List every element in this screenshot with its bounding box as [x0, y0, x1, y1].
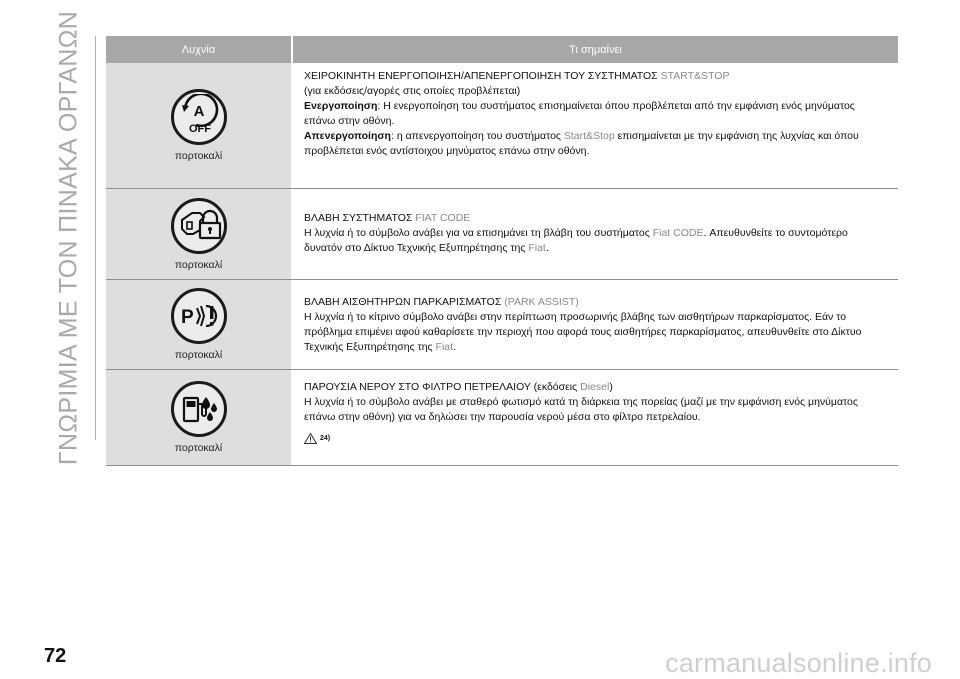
table-row — [106, 370, 898, 466]
table-row — [106, 280, 898, 370]
warning-reference: 24) — [304, 431, 888, 446]
row-title: ΒΛΑΒΗ ΑΙΣΘΗΤΗΡΩΝ ΠΑΡΚΑΡΙΣΜΑΤΟΣ — [304, 296, 505, 308]
side-divider — [95, 36, 96, 440]
section-side-title: ΓΝΩΡΙΜΙΑ ΜΕ ΤΟΝ ΠΙΝΑΚΑ ΟΡΓΑΝΩΝ — [54, 10, 83, 466]
table-row — [106, 189, 898, 280]
svg-text:A: A — [193, 103, 204, 120]
table-header — [106, 36, 898, 63]
icon-cell — [106, 63, 293, 188]
icon-cell — [106, 280, 293, 369]
svg-text:P: P — [180, 307, 194, 328]
page-number: 72 — [44, 645, 67, 667]
warning-triangle-icon — [304, 433, 317, 444]
meaning-cell: ΒΛΑΒΗ ΣΥΣΤΗΜΑΤΟΣ FIAT CODE Η λυχνία ή το σύμβολο ανάβει για να επισημάνει τη βλάβη του συστήματος Fiat CODE. Απευθυνθείτε το συντομότερο δυνατόν στο Δίκτυο Τεχνικής Εξυπηρέτησης της Fiat. — [304, 212, 848, 254]
lamp-color-label: πορτοκαλί — [174, 258, 223, 271]
header-meaning: Τι σημαίνει — [291, 36, 898, 63]
start-stop-off-icon — [171, 89, 227, 145]
row-subtitle: (για εκδόσεις/αγορές στις οποίες προβλέπεται) — [304, 85, 521, 97]
svg-text:OFF: OFF — [188, 123, 211, 135]
table-row — [106, 63, 898, 189]
water-in-fuel-filter-icon — [171, 381, 227, 437]
meaning-cell: ΠΑΡΟΥΣΙΑ ΝΕΡΟΥ ΣΤΟ ΦΙΛΤΡΟ ΠΕΤΡΕΛΑΙΟΥ (εκδόσεις Diesel) Η λυχνία ή το σύμβολο ανάβει με σταθερό φωτισμό κατά τη διάρκεια της πορείας (μαζί με την εμφάνιση ενός μηνύματος επάνω στην οθόνη) για να δηλώσει την παρουσία νερού μέσα στο φίλτρο πετρελαίου. 24) — [293, 370, 898, 465]
header-lamp: Λυχνία — [181, 43, 216, 56]
warning-lights-table — [106, 36, 898, 466]
lamp-color-label: πορτοκαλί — [174, 349, 223, 361]
fiat-code-icon — [171, 198, 227, 254]
meaning-cell: ΧΕΙΡΟΚΙΝΗΤΗ ΕΝΕΡΓΟΠΟΙΗΣΗ/ΑΠΕΝΕΡΓΟΠΟΙΗΣΗ ΤΟΥ ΣΥΣΤΗΜΑΤΟΣ START&STOP (για εκδόσεις/αγορές στις οποίες προβλέπεται) Ενεργοποίηση: Η ενεργοποίηση του συστήματος επισημαίνεται όπου προβλέπεται από την εμφάνιση ενός μηνύματος επάνω στην οθόνη. Απενεργοποίηση: η απενεργοποίηση του συστήματος Start&Stop επισημαίνεται με την εμφάνιση της λυχνίας και όπου προβλέπεται ενός αντίστοιχου μηνύματος επάνω στην οθόνη. — [293, 63, 898, 188]
watermark: carmanualsonline.info — [665, 648, 932, 678]
lamp-color-label: πορτοκαλί — [174, 150, 223, 162]
row-title: ΒΛΑΒΗ ΣΥΣΤΗΜΑΤΟΣ — [304, 212, 416, 224]
park-assist-warning-icon — [171, 288, 227, 344]
meaning-cell: ΒΛΑΒΗ ΑΙΣΘΗΤΗΡΩΝ ΠΑΡΚΑΡΙΣΜΑΤΟΣ (PARK ASSIST) Η λυχνία ή το κίτρινο σύμβολο ανάβει στην περίπτωση προσωρινής βλάβης των αισθητήρων παρκαρίσματος. Εάν το πρόβλημα επιμένει αφού καθαρίσετε την περιοχή που αφορά τους αισθητήρες παρκαρίσματος, απευθυνθείτε στο Δίκτυο Τεχνικής Εξυπηρέτησης της Fiat. — [304, 296, 862, 353]
row-title: ΧΕΙΡΟΚΙΝΗΤΗ ΕΝΕΡΓΟΠΟΙΗΣΗ/ΑΠΕΝΕΡΓΟΠΟΙΗΣΗ ΤΟΥ ΣΥΣΤΗΜΑΤΟΣ — [304, 70, 661, 82]
icon-cell — [106, 189, 293, 279]
icon-cell — [106, 370, 293, 465]
row-title: ΠΑΡΟΥΣΙΑ ΝΕΡΟΥ ΣΤΟ ΦΙΛΤΡΟ ΠΕΤΡΕΛΑΙΟΥ — [304, 381, 534, 393]
lamp-color-label: πορτοκαλί — [174, 442, 223, 454]
